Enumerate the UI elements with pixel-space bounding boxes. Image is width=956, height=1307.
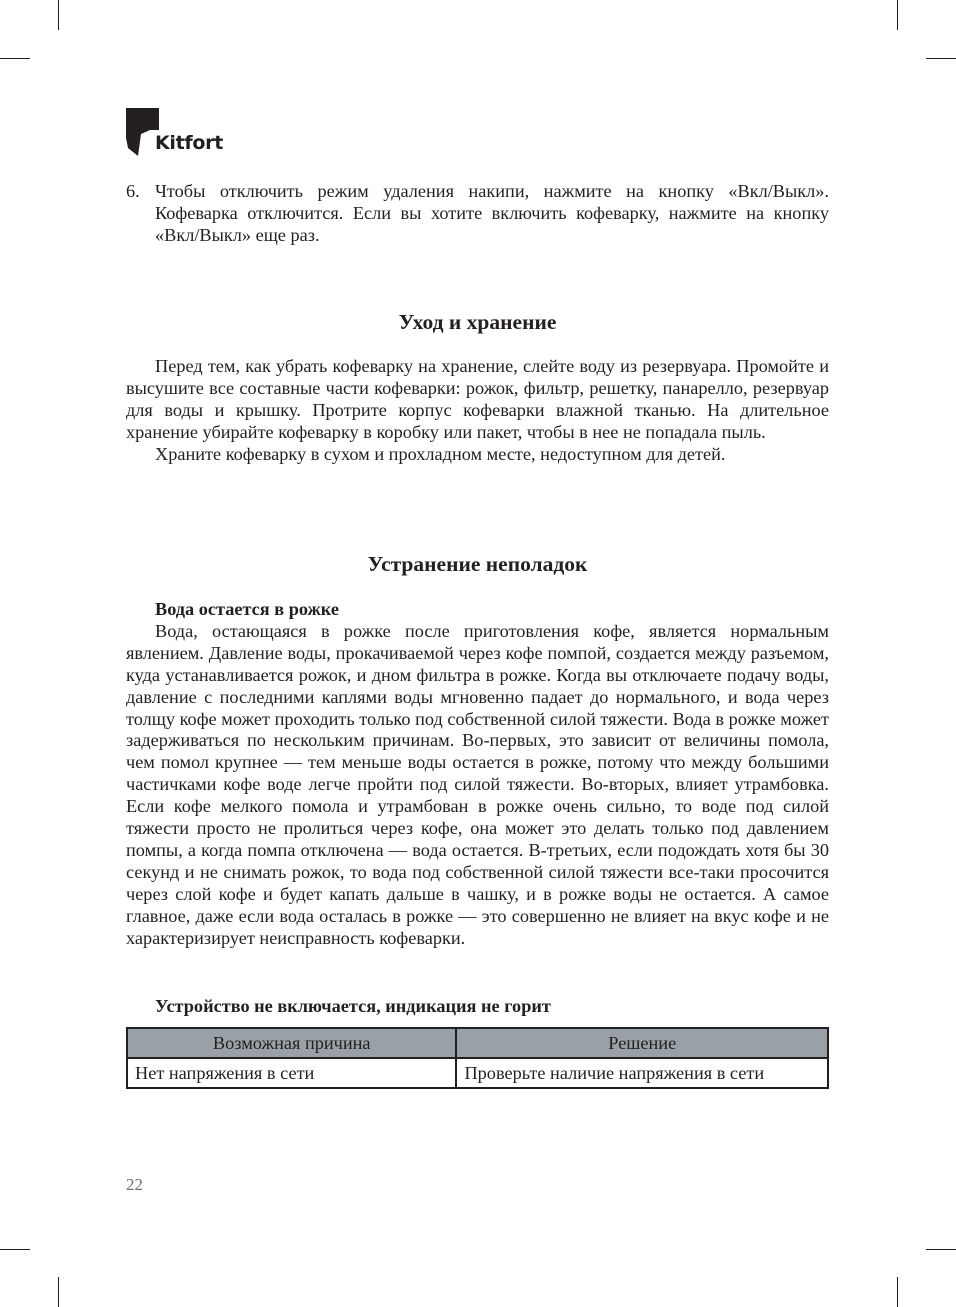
issue-description: Вода, остающаяся в рожке после приготовления кофе, является нормальным явлением. Давление воды, прокачиваемой через кофе помпой, создается между разъемом, куда устанавливается рожок, и дном фильтра в рожке. Когда вы отключаете подачу воды, давление с последними каплями воды мгновенно падает до нормального, и вода через толщу кофе может проходить только под собственной силой тяжести. Вода в рожке может задерживаться по нескольким причинам. Во-первых, это зависит от величины помола, чем помол крупнее — тем меньше воды остается в рожке, потому что между большими частичками кофе воде легче пройти под силой тяжести. Во-вторых, влияет утрамбовка. Если кофе мелкого помола и утрамбован в рожке очень сильно, то воде под силой тяжести просто не пролиться через кофе, она может это делать только под давлением помпы, а когда помпа отключена — вода остается. В-третьих, если подождать хотя бы 30 секунд и не снимать рожок, то вода под собственной силой тяжести все-таки просочится через слой кофе и будет капать дальше в чашку, и в рожке воды не остается. А самое главное, даже если вода осталась в рожке — это совершенно не влияет на вкус кофе и не характеризирует неисправность кофеварки. [126,620,829,948]
crop-mark-top-right-horizontal [926,58,956,59]
column-header-cause: Возможная причина [127,1028,456,1058]
troubleshooting-power-issue [126,996,829,1018]
cell-solution: Проверьте наличие напряжения в сети [456,1058,828,1088]
page-number: 22 [126,1175,143,1194]
crop-mark-bottom-right-horizontal [926,1249,956,1250]
cell-cause: Нет напряжения в сети [127,1058,456,1088]
issue-heading: Вода остается в рожке [155,599,339,619]
crop-mark-bottom-left-horizontal [0,1249,30,1250]
table-row [127,1058,828,1088]
care-paragraph: Храните кофеварку в сухом и прохладном месте, недоступном для детей. [155,443,726,464]
care-paragraph: Перед тем, как убрать кофеварку на хранение, слейте воду из резервуара. Промойте и высушите все составные части кофеварки: рожок, фильтр, решетку, панарелло, резервуар для воды и крышку. Протрите корпус кофеварки влажной тканью. На длительное хранение убирайте кофеварку в коробку или пакет, чтобы в нее не попадала пыль. [126,356,829,442]
section-title-care: Уход и хранение [398,310,557,334]
step-text: Чтобы отключить режим удаления накипи, нажмите на кнопку «Вкл/Выкл». Кофеварка отключится. Если вы хотите включить кофеварку, нажмите на кнопку «Вкл/Выкл» еще раз. [155,181,829,245]
troubleshooting-table [126,1027,829,1089]
crop-mark-bottom-right-vertical [897,1277,898,1307]
kitfort-logo [126,108,226,158]
issue-heading: Устройство не включается, индикация не горит [155,996,551,1016]
brand-name: Kitfort [155,132,223,154]
troubleshooting-water-issue [126,599,829,950]
step-number: 6. [126,181,140,201]
column-header-solution: Решение [456,1028,828,1058]
crop-mark-bottom-left-vertical [58,1277,59,1307]
care-section-body [126,356,829,466]
crop-mark-top-left-vertical [58,0,59,30]
table-header-row [127,1028,828,1058]
section-title-troubleshooting: Устранение неполадок [367,552,588,576]
crop-mark-top-right-vertical [897,0,898,30]
crop-mark-top-left-horizontal [0,58,30,59]
